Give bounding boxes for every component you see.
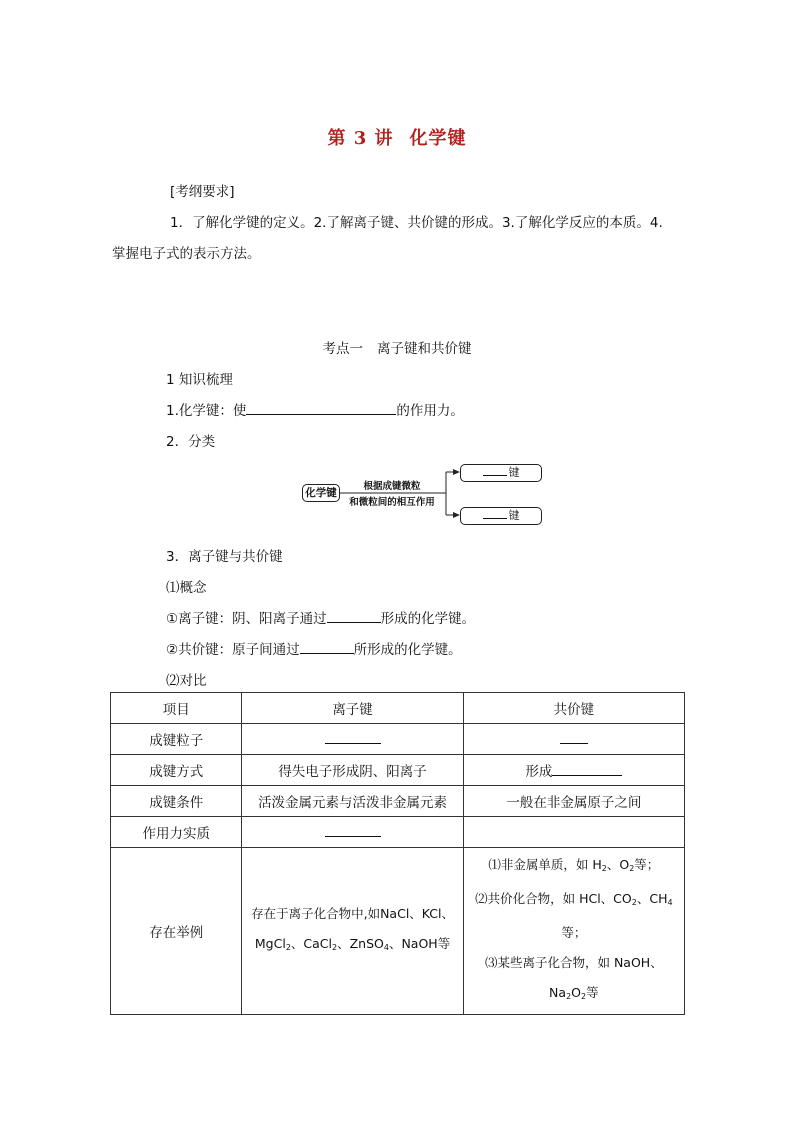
diagram-leaf-node-2 [460, 507, 542, 525]
item-text: 1.化学键：使 [166, 403, 247, 419]
covalent-bond-definition [166, 638, 462, 658]
example-line: 等； [561, 925, 587, 940]
section-heading [0, 337, 794, 357]
table-cell [242, 817, 463, 848]
cell-text: 、CaCl [290, 936, 332, 951]
row-label: 成键条件 [111, 786, 242, 817]
cell-text: 、O [606, 857, 630, 872]
subscript: 2 [631, 898, 637, 907]
ionic-bond-definition [166, 607, 475, 627]
cell-text: O [571, 985, 581, 1000]
classification-diagram [300, 462, 550, 528]
item-classification: 2．分类 [166, 434, 216, 450]
subscript: 4 [383, 943, 389, 952]
table-row [111, 724, 685, 755]
cell-text: 等 [437, 936, 451, 951]
subscript: 2 [629, 864, 635, 873]
covalent-example-cell [463, 848, 684, 1015]
syllabus-label: [考纲要求] [170, 184, 235, 200]
definition-text: 所形成的化学键。 [353, 642, 462, 658]
cell-text: Na [549, 985, 567, 1000]
fill-blank [325, 731, 381, 744]
table-cell: 活泼金属元素与活泼非金属元素 [242, 786, 463, 817]
cell-text: NaCl、KCl、 [380, 906, 455, 921]
row-label: 成键方式 [111, 755, 242, 786]
ionic-example-cell [242, 848, 463, 1015]
cell-text: 形成 [525, 764, 553, 780]
example-line [246, 929, 458, 963]
table-header-row [111, 693, 685, 724]
subscript: 2 [566, 992, 572, 1001]
diagram-root-node: 化学键 [302, 484, 340, 502]
page-title [0, 124, 794, 150]
item-ionic-covalent: 3．离子键与共价键 [166, 549, 283, 565]
cell-text: 、CH [636, 891, 668, 906]
knowledge-heading: 1 知识梳理 [166, 372, 233, 388]
subscript: 2 [285, 943, 291, 952]
example-line [468, 850, 680, 884]
example-line [246, 899, 458, 929]
syllabus-text-line1: 1．了解化学键的定义。2.了解离子键、共价键的形成。3.了解化学反应的本质。4. [170, 215, 663, 231]
comparison-table [110, 692, 685, 1015]
subscript: 4 [667, 898, 673, 907]
table-header-cell: 共价键 [463, 693, 684, 724]
subscript: 2 [332, 943, 338, 952]
leaf-label: 键 [508, 509, 520, 522]
cell-text: 存在于离子化合物中,如 [251, 906, 381, 921]
fill-blank [552, 763, 622, 776]
section-topic: 离子键和共价键 [377, 341, 472, 357]
example-line: ⑶某些离子化合物，如 NaOH、 [484, 955, 663, 970]
subscript: 2 [601, 864, 607, 873]
concept-heading: ⑴概念 [166, 580, 207, 596]
fill-blank [325, 824, 381, 837]
lesson-number: 第 3 讲 [327, 128, 394, 149]
diagram-edge-label-1: 根据成键微粒 [363, 481, 421, 492]
table-row [111, 817, 685, 848]
fill-blank [483, 508, 507, 519]
cell-text: ⑵共价化合物，如 HCl、CO [475, 891, 632, 906]
item-chemical-bond [166, 399, 464, 419]
diagram-leaf-node-1 [460, 464, 542, 482]
example-line [468, 978, 680, 1012]
cell-text: 、ZnSO [337, 936, 384, 951]
table-cell: 得失电子形成阴、阳离子 [242, 755, 463, 786]
row-label: 成键粒子 [111, 724, 242, 755]
cell-text: 等 [586, 985, 599, 1000]
compare-heading: ⑵对比 [166, 673, 207, 689]
definition-text: 形成的化学键。 [380, 611, 476, 627]
cell-text: 、NaOH [388, 936, 438, 951]
row-label: 存在举例 [111, 848, 242, 1015]
table-cell [463, 724, 684, 755]
row-label: 作用力实质 [111, 817, 242, 848]
fill-blank [327, 608, 381, 623]
table-header-cell: 项目 [111, 693, 242, 724]
table-row [111, 786, 685, 817]
table-cell: 一般在非金属原子之间 [463, 786, 684, 817]
definition-text: ①离子键：阴、阳离子通过 [166, 611, 327, 627]
fill-blank [300, 639, 354, 654]
table-row [111, 755, 685, 786]
cell-text: ⑴非金属单质，如 H [488, 857, 602, 872]
fill-blank [560, 731, 588, 744]
definition-text: ②共价键：原子间通过 [166, 642, 300, 658]
subscript: 2 [581, 992, 587, 1001]
example-line [468, 884, 680, 918]
table-cell [463, 755, 684, 786]
table-cell [242, 724, 463, 755]
cell-text: 等； [634, 857, 660, 872]
section-number: 考点一 [322, 341, 363, 357]
lesson-topic: 化学键 [409, 128, 467, 149]
cell-text: MgCl [254, 936, 286, 951]
table-cell [463, 817, 684, 848]
leaf-label: 键 [508, 466, 520, 479]
fill-blank [483, 465, 507, 476]
item-text: 的作用力。 [396, 403, 464, 419]
table-header-cell: 离子键 [242, 693, 463, 724]
fill-blank [246, 400, 396, 415]
table-row [111, 848, 685, 1015]
syllabus-text-line2: 掌握电子式的表示方法。 [112, 246, 261, 262]
diagram-edge-label-2: 和微粒间的相互作用 [349, 497, 435, 508]
